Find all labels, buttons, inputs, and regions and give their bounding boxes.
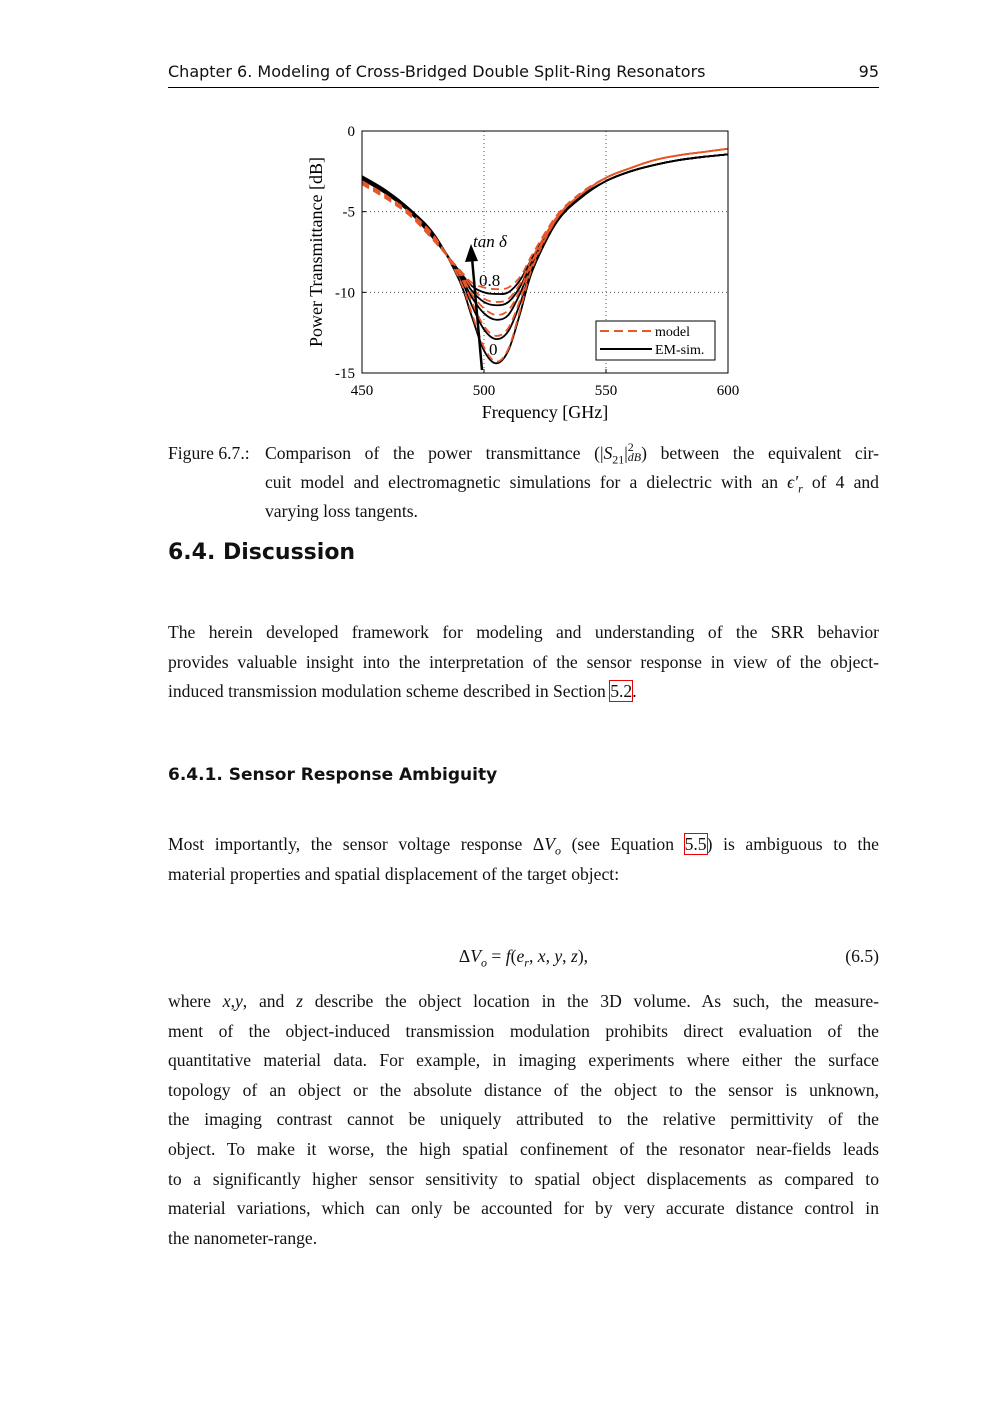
page: Chapter 6. Modeling of Cross-Bridged Double Split-Ring Resonators 95 450 500 550 600 0 -5 -10 -15 Frequency [GHz] Power Transmittance [dB] tan δ 0.8 0 model EM-sim. Figure 6.7.: Comparison of the power transmittance ($|S_{21}|$ 2 dB ) between the equivalent cir- cuit model and electromagnetic simulations for a dielectric with an $\epsilon'_r$ of 4 and varying loss tangents. 6.4. Discussion The herein developed framework for modeling and understanding of the SRR behavior provides valuable insight into the interpretation of the sensor response in view of the object- induced transmission modulation scheme described in Section 5.2. 6.4.1. Sensor Response Ambiguity Most importantly, the sensor voltage response $\Delta V_o$ (see Equation 5.5) is ambiguous to the material properties and spatial displacement of the target object: $\Delta V_o = f(e_r$, x, y, z), (6.5) where x,y, and z describe the object location in the 3D volume. As such, the measure- ment of the object-induced transmission modulation prohibits direct evaluation of the quantitative material data. For example, in imaging experiments where either the surface topology of an object or the absolute distance of the object to the sensor is unknown, the imaging contrast cannot be uniquely attributed to the relative permittivity of the object. To make it worse, the high spatial confinement of the resonator near-fields leads to a significantly higher sensor sensitivity to spatial object displacements as compared to material variations, which can only be accounted for by very accurate distance control in the nanometer-range. [0,0,1000,1414]
transmittance-chart [0,0,1000,430]
x-tick-label: 550 [594,383,618,399]
equation-link[interactable]: 5.5 [684,834,707,854]
x-tick-label: 450 [350,383,374,399]
em-sim-curve [362,154,728,294]
paragraph: Most importantly, the sensor voltage response $\Delta V_o$ (see Equation 5.5) is ambiguous to the material properties and spatial displacement of the target object: [168,834,879,884]
paragraph: The herein developed framework for modeling and understanding of the SRR behavior provides valuable insight into the interpretation of the sensor response in view of the object- induced transmission modulation scheme described in Section 5.2. [168,622,879,702]
em-sim-curve [362,154,728,339]
arrow-label: tan δ [473,232,507,251]
legend [596,321,715,360]
subsection-heading: 6.4.1. Sensor Response Ambiguity [168,765,498,785]
paragraph: where x,y, and z describe the object location in the 3D volume. As such, the measure- ment of the object-induced transmission modulation prohibits direct evaluation of the quantitative material data. For example, in imaging experiments where either the surface topology of an object or the absolute distance of the object to the sensor is unknown, the imaging contrast cannot be uniquely attributed to the relative permittivity of the object. To make it worse, the high spatial confinement of the resonator near-fields leads to a significantly higher sensor sensitivity to spatial object displacements as compared to material variations, which can only be accounted for by very accurate distance control in the nanometer-range. [168,991,879,1248]
y-axis-label: Power Transmittance [dB] [306,157,326,347]
figure-caption [168,442,879,523]
em-sim-curve [362,154,728,305]
caption-line: Comparison of the power transmittance ($|S_{21}|$ 2 dB ) between the equivalent cir- [265,440,879,467]
figure-label: Figure 6.7.: [168,443,250,463]
legend-em-label: EM-sim. [655,343,705,358]
model-curve [362,149,728,302]
y-tick-label: -15 [335,366,355,382]
caption-line: cuit model and electromagnetic simulations for a dielectric with an $\epsilon'_r$ of 4 and [265,472,879,496]
section-heading: 6.4. Discussion [168,540,356,565]
label-high: 0.8 [479,271,501,290]
x-tick-label: 500 [472,383,496,399]
caption-line: varying loss tangents. [265,501,418,522]
y-tick-label: 0 [347,124,355,140]
x-axis-label: Frequency [GHz] [481,402,609,422]
y-tick-label: -10 [335,285,355,302]
equation-number: (6.5) [845,946,879,966]
y-tick-label: -5 [342,204,355,221]
x-tick-label: 600 [716,383,740,399]
page-number: 95 [858,62,879,81]
section-link[interactable]: 5.2 [610,681,633,702]
legend-model-label: model [655,325,690,340]
label-low: 0 [489,340,498,359]
chapter-title: Chapter 6. Modeling of Cross-Bridged Double Split-Ring Resonators [168,62,706,81]
